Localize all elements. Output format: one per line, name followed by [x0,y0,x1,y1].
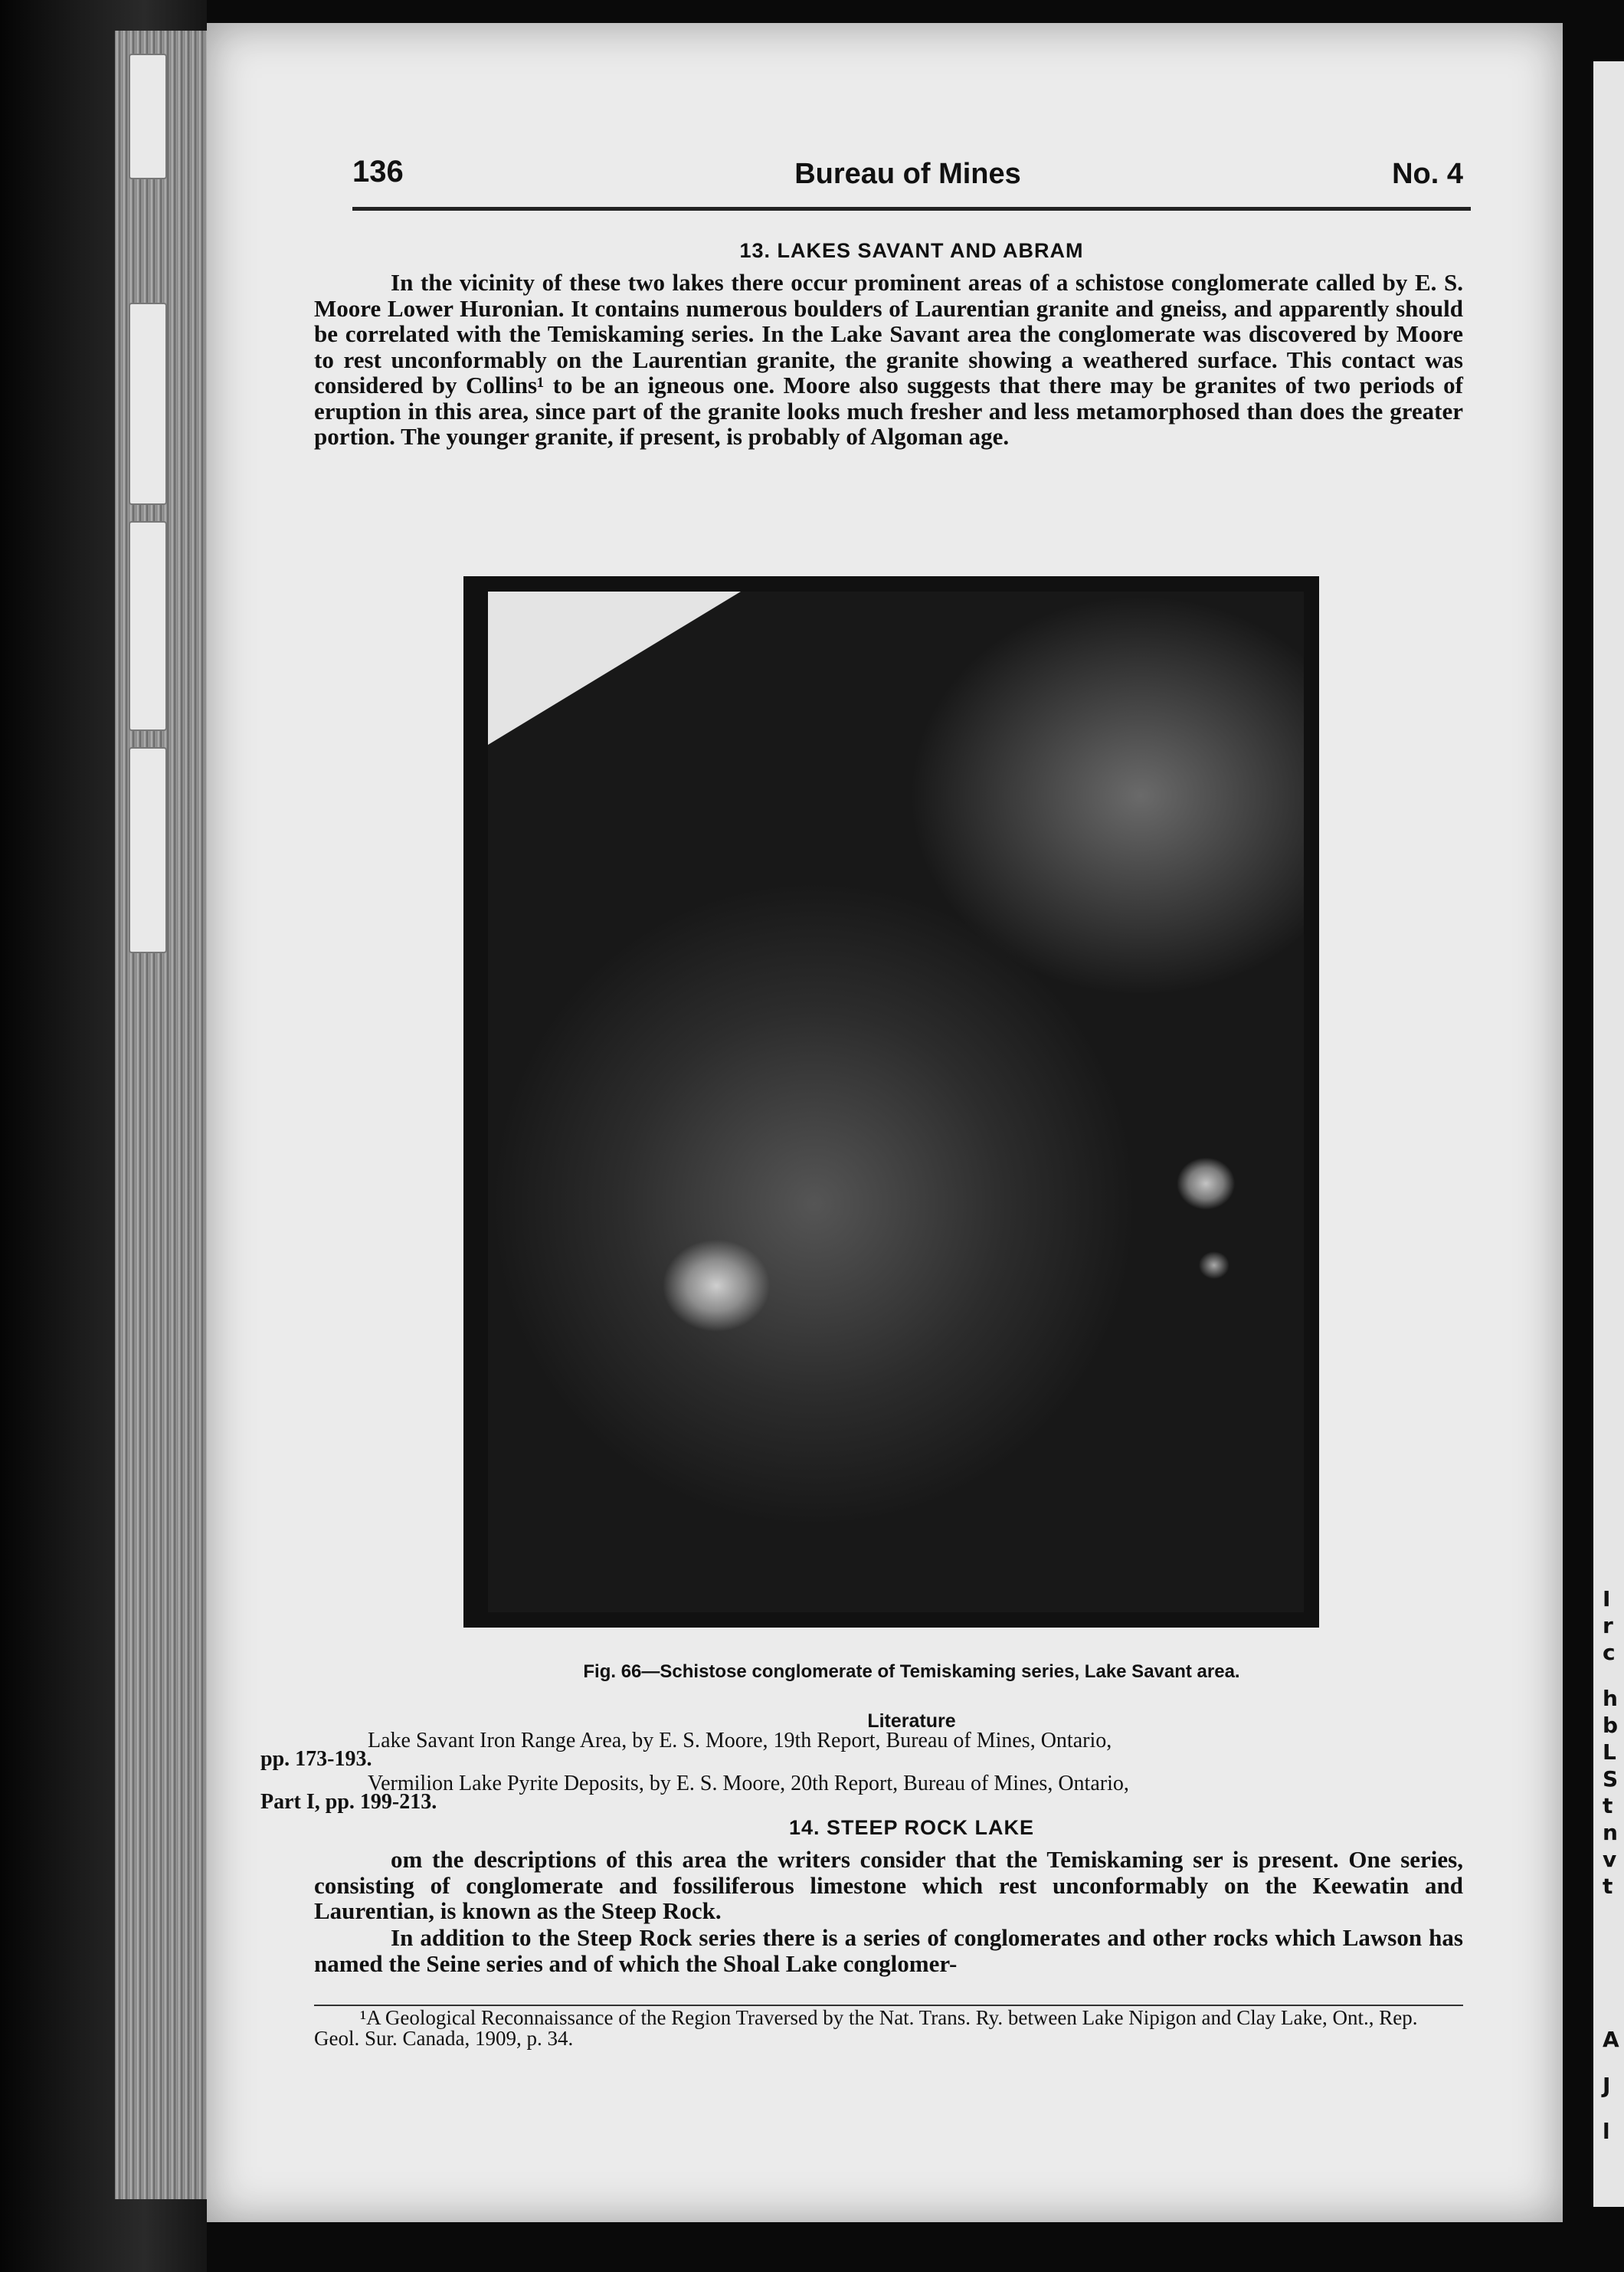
figure-caption: Fig. 66—Schistose conglomerate of Temiskaming series, Lake Savant area. [583,1661,1240,1682]
facing-page-fragment: c [1603,1640,1616,1665]
section-paragraph: In the vicinity of these two lakes there occur prominent areas of a schistose conglomerate called by E. S. Moore Lower Huronian. It contains numerous boulders of Laurentian granite and gneiss, and apparently should be correlated with the Temiskaming series. In the Lake Savant area the conglomerate was discovered by Moore to rest unconformably on the Laurentian granite, the granite showing a weathered surface. This contact was considered by Collins¹ to be an igneous one. Moore also suggests that there may be granites of two periods of eruption in this area, since part of the granite looks much fresher and less metamorphosed than does the greater portion. The younger granite, if present, is probably of Algoman age. [314,269,1463,450]
section-paragraph: In addition to the Steep Rock series there is a series of conglomerates and other rocks which Lawson has named the Seine series and of which the Shoal Lake conglomer- [314,1924,1463,1977]
literature-heading: Literature [867,1710,956,1732]
facing-page-fragment: A [1603,2027,1619,2052]
facing-page-fragment: t [1603,1793,1613,1818]
page-tab [129,303,167,505]
section-paragraph: om the descriptions of this area the writers consider that the Temiskaming ser is present. One series, consisting of conglomerate and fossiliferous limestone which rest unconformably on the Keewatin and Laurentian, is known as the Steep Rock. [314,1846,1463,1924]
literature-entry-text: Lake Savant Iron Range Area, by E. S. Moore, 19th Report, Bureau of Mines, Ontario, [368,1729,1112,1752]
photo-light-corner [488,592,741,745]
running-header [352,147,1463,193]
section-heading: 13. LAKES SAVANT AND ABRAM [739,239,1084,262]
conglomerate-photo [488,592,1304,1612]
issue-number: No. 4 [1392,158,1463,190]
figure-photo-frame [463,576,1319,1628]
section-heading: 14. STEEP ROCK LAKE [788,1816,1035,1839]
facing-page-fragment: r [1603,1613,1613,1638]
page-number: 136 [352,155,404,189]
header-rule [352,207,1471,211]
facing-page-fragment: t [1603,1874,1613,1899]
running-title: Bureau of Mines [794,158,1021,190]
facing-page-fragment: l [1603,2119,1610,2144]
literature-entry [260,1772,1463,1814]
facing-page-fragment: J [1603,2073,1611,2098]
page-tab [129,747,167,953]
page-tab [129,521,167,731]
facing-page-fragment: n [1603,1820,1618,1845]
facing-page-fragment: v [1603,1847,1617,1872]
facing-page-fragment: I [1603,1586,1611,1611]
facing-page-fragment: S [1603,1766,1619,1792]
facing-page-fragment: L [1603,1739,1616,1765]
footnote: ¹A Geological Reconnaissance of the Region Traversed by the Nat. Trans. Ry. between Lake Nipigon and Clay Lake, Ont., Rep. Geol. Sur. Canada, 1909, p. 34. [314,2006,1418,2050]
literature-entry-ref: pp. 173-193. [260,1747,372,1771]
facing-page-fragment: b [1603,1713,1619,1738]
literature-entry-text: Vermilion Lake Pyrite Deposits, by E. S. Moore, 20th Report, Bureau of Mines, Ontario, [368,1772,1129,1795]
page-tab [129,54,167,179]
facing-page-fragment: h [1603,1686,1618,1711]
literature-entry [260,1729,1463,1771]
facing-page-edge [1593,61,1624,2207]
literature-entry-ref: Part I, pp. 199-213. [260,1790,437,1814]
